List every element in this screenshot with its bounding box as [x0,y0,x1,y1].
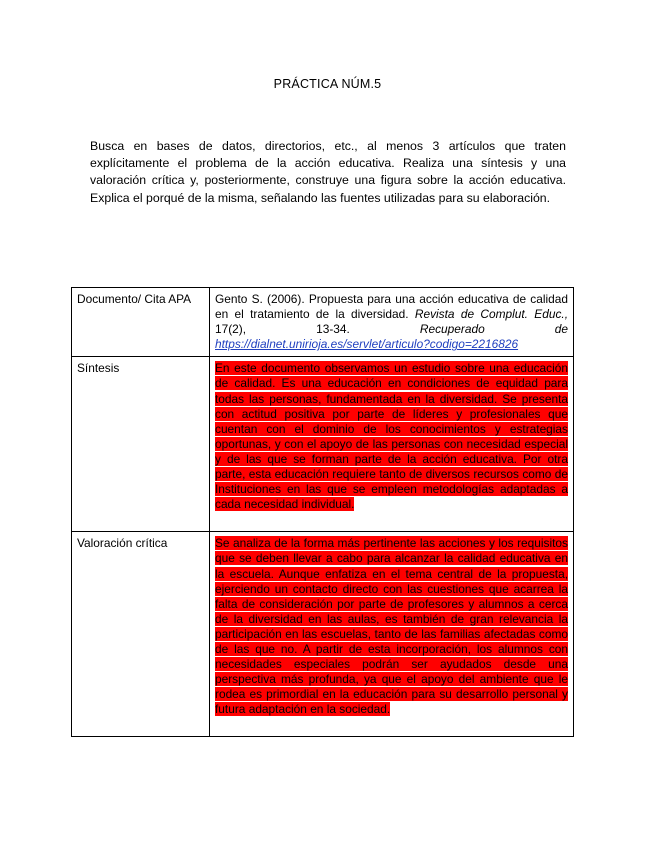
critical-assessment-text: Se analiza de la forma más pertinente las acciones y los requisitos que se deben llevar a cabo para alcanzar la calidad educativa en la escuela. Aunque enfatiza en el tema central de la propuesta, ejerciendo un contacto directo con las cuestiones que acarrea la falta de consideración por parte de profesores y alumnos a cerca de la diversidad en las aulas, es también de gran relevancia la participación en las escuelas, tanto de las familias afectadas como de las que no. A partir de esta incorporación, los alumnos con necesidades especiales podrán ser ayudados desde una perspectiva más profunda, ya que el apoyo del ambiente que le rodea es primordial en la educación para su desarrollo personal y futura adaptación en la sociedad. [215,536,568,717]
citation-text: Gento S. (2006). Propuesta para una acción educativa de calidad en el tratamiento de la diversidad. [215,292,568,322]
analysis-table [71,287,574,737]
critical-assessment-cell [210,532,574,737]
row-label-sintesis: Síntesis [72,357,210,532]
citation-journal: Revista de Complut. Educ., [414,307,568,322]
synthesis-text: En este documento observamos un estudio sobre una educación de calidad. Es una educación en condiciones de equidad para todas las personas, fundamentada en la diversidad. Se presenta con actitud positiva por parte de líderes y profesionales que cuentan con el dominio de los conocimientos y estrategias oportunas, y con el apoyo de las personas con necesidad especial y de las que se forman parte de la acción educativa. Por otra parte, esta educación requiere tanto de diversos recursos como de Instituciones en las que se empleen metodologías adaptadas a cada necesidad individual. [215,361,568,512]
table-row [72,288,574,357]
table-row [72,532,574,737]
citation-cell [210,288,574,357]
citation-retrieved: Recuperado de [419,322,568,337]
page-title: PRÁCTICA NÚM.5 [273,77,382,91]
instructions-paragraph: Busca en bases de datos, directorios, etc., al menos 3 artículos que traten explícitamente el problema de la acción educativa. Realiza una síntesis y una valoración crítica y, posteriormente, construye una figura sobre la acción educativa. Explica el porqué de la misma, señalando las fuentes utilizadas para su elaboración. [90,139,566,205]
citation-volume: 17(2), 13-34. [215,322,350,337]
synthesis-cell [210,357,574,532]
citation-url-link[interactable]: https://dialnet.unirioja.es/servlet/articulo?codigo=2216826 [215,337,519,352]
table-row [72,357,574,532]
row-label-valoracion: Valoración crítica [72,532,210,737]
row-label-documento: Documento/ Cita APA [72,288,210,357]
